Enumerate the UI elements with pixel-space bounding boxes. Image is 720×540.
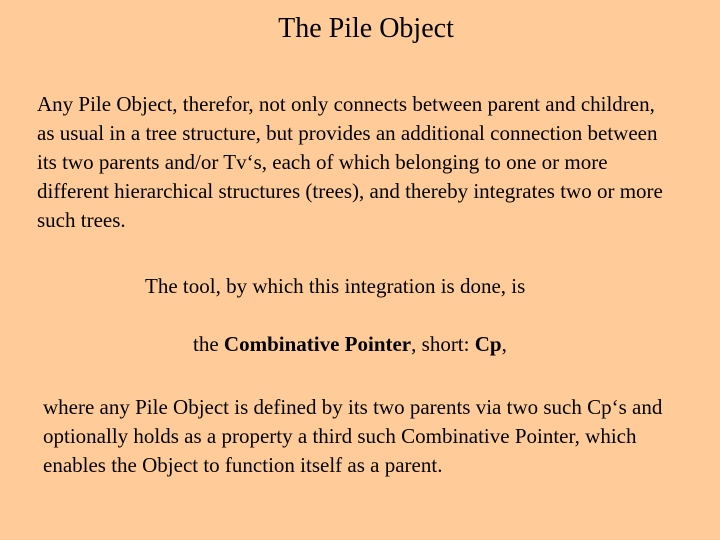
paragraph-combinative-pointer (193, 330, 693, 359)
paragraph-integration-tool: The tool, by which this integration is done, is (145, 274, 526, 298)
combinative-pointer-term: Combinative Pointer (223, 332, 412, 356)
cp-suffix-text: , (501, 332, 507, 356)
cp-middle-text: , short: (411, 332, 475, 356)
paragraph-pile-object-definition: where any Pile Object is defined by its two parents via two such Cp‘s and optionally holds as a property a third such Combinative Pointer, which enables the Object to function itself as a parent. (43, 395, 663, 477)
cp-abbreviation: Cp (474, 332, 502, 356)
slide-title: The Pile Object (278, 13, 454, 44)
cp-prefix-text: the (193, 332, 224, 356)
paragraph-pile-object-description: Any Pile Object, therefor, not only connects between parent and children, as usual in a tree structure, but provides an additional connection between its two parents and/or Tv‘s, each of which belonging to one or more different hierarchical structures (trees), and thereby integrates two or more such trees. (37, 92, 663, 232)
